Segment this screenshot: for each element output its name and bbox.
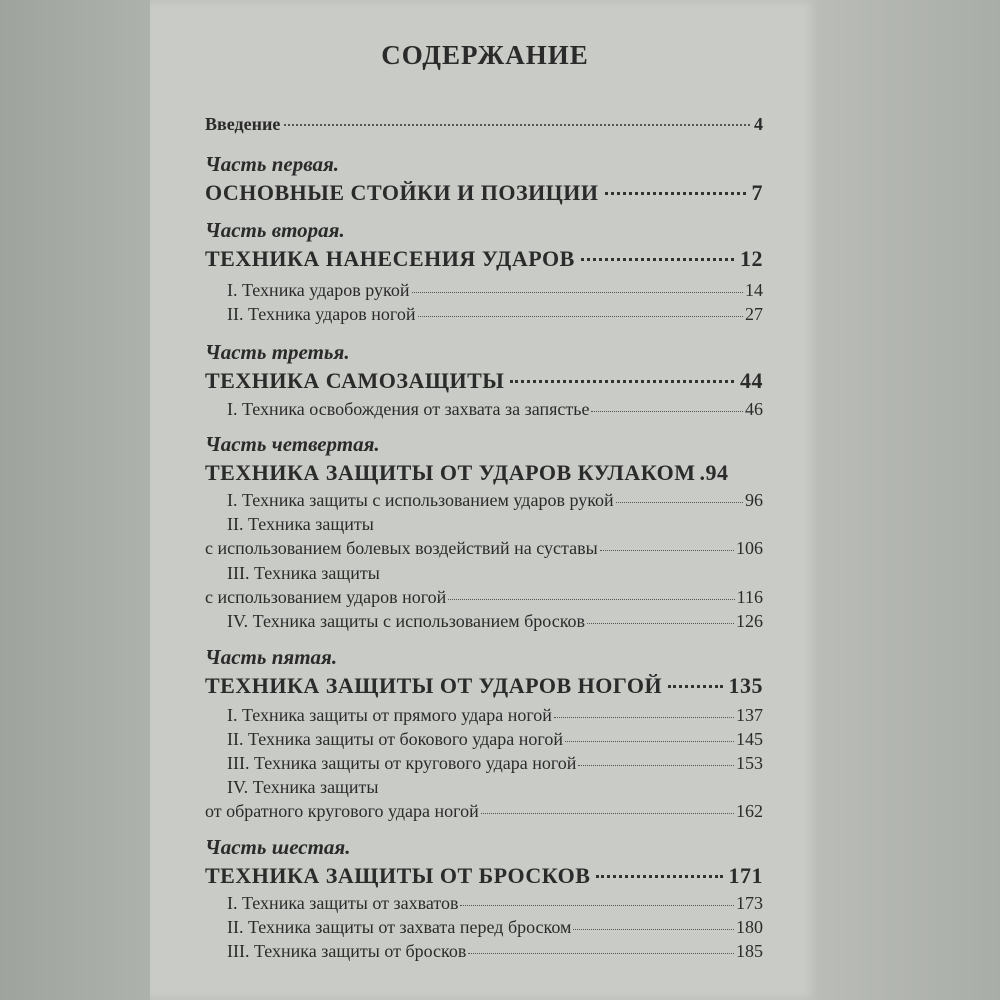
page-title: СОДЕРЖАНИЕ: [381, 40, 589, 70]
item-title: с использованием ударов ногой: [205, 587, 447, 607]
toc-section: [205, 673, 763, 699]
toc-section: [205, 460, 763, 486]
toc-item: [227, 753, 763, 774]
toc-page-number: 27: [745, 304, 763, 324]
dot-leader: [581, 258, 734, 261]
toc-item: [227, 611, 763, 632]
toc-page-number: 44: [740, 368, 763, 393]
toc-page-number: 173: [736, 893, 763, 913]
section-title: ТЕХНИКА ЗАЩИТЫ ОТ БРОСКОВ: [205, 863, 591, 888]
item-title: I. Техника ударов рукой: [227, 280, 410, 300]
toc-page-number: 135: [728, 673, 763, 698]
part-label: Часть третья.: [205, 340, 350, 364]
toc-page-number: 171: [728, 863, 763, 888]
toc-page-number: 145: [736, 729, 763, 749]
toc-page-number: 106: [736, 538, 763, 558]
item-title: I. Техника защиты от захватов: [227, 893, 459, 913]
toc-item: [227, 280, 763, 301]
toc-item: [227, 705, 763, 726]
dot-leader: [284, 124, 750, 126]
item-title: III. Техника защиты от кругового удара ногой: [227, 753, 577, 773]
dot-leader: [616, 502, 743, 503]
book-left-edge: [0, 0, 150, 1000]
item-title: II. Техника защиты от бокового удара ногой: [227, 729, 563, 749]
item-title: с использованием болевых воздействий на суставы: [205, 538, 598, 558]
part-label: Часть четвертая.: [205, 432, 380, 456]
toc-item: [227, 490, 763, 511]
toc-page-number: 7: [751, 180, 763, 205]
dot-leader: [554, 717, 734, 718]
toc-item: [227, 304, 763, 325]
dot-leader: [448, 599, 734, 600]
dot-leader: [418, 316, 744, 317]
book-right-edge: [818, 0, 1000, 1000]
section-title: ТЕХНИКА ЗАЩИТЫ ОТ УДАРОВ КУЛАКОМ: [205, 460, 696, 485]
section-title: ОСНОВНЫЕ СТОЙКИ И ПОЗИЦИИ: [205, 180, 599, 205]
item-title: II. Техника ударов ногой: [227, 304, 416, 324]
dot-leader: [587, 623, 734, 624]
toc-item: [205, 801, 763, 822]
dot-leader: [596, 875, 722, 878]
dot-leader: [460, 905, 734, 906]
toc-page-number: 185: [736, 941, 763, 961]
item-title: I. Техника освобождения от захвата за запястье: [227, 399, 590, 419]
toc-item: [227, 893, 763, 914]
part-label: Часть пятая.: [205, 645, 338, 669]
dot-leader: [565, 741, 734, 742]
toc-item: [227, 399, 763, 420]
toc-item: [205, 538, 763, 559]
toc-page-number: 14: [745, 280, 763, 300]
dot-leader: [605, 192, 746, 195]
dot-leader: [600, 550, 734, 551]
section-title: ТЕХНИКА НАНЕСЕНИЯ УДАРОВ: [205, 246, 575, 271]
toc-section: [205, 368, 763, 394]
item-title: IV. Техника защиты с использованием бросков: [227, 611, 586, 631]
toc-item-first-line: III. Техника защиты: [227, 563, 380, 583]
dot-leader: [412, 292, 743, 293]
dot-leader: [573, 929, 734, 930]
toc-item: [227, 729, 763, 750]
toc-item: [227, 941, 763, 962]
toc-page-number: 12: [740, 246, 763, 271]
toc-page-number: 180: [736, 917, 763, 937]
item-title: II. Техника защиты от захвата перед броском: [227, 917, 572, 937]
toc-page-number: 126: [736, 611, 763, 631]
toc-page-number: .94: [699, 460, 729, 485]
toc-page-number: 116: [736, 587, 763, 607]
section-title: ТЕХНИКА ЗАЩИТЫ ОТ УДАРОВ НОГОЙ: [205, 673, 663, 698]
toc-page-number: 96: [745, 490, 763, 510]
dot-leader: [481, 813, 734, 814]
toc-page-number: 4: [754, 114, 763, 134]
toc-page-number: 46: [745, 399, 763, 419]
toc-page-number: 137: [736, 705, 763, 725]
toc-intro: [205, 114, 763, 135]
toc-page-number: 162: [736, 801, 763, 821]
section-title: ТЕХНИКА САМОЗАЩИТЫ: [205, 368, 505, 393]
toc-section: [205, 180, 763, 206]
item-title: III. Техника защиты от бросков: [227, 941, 467, 961]
dot-leader: [668, 685, 722, 688]
item-title: I. Техника защиты с использованием ударов рукой: [227, 490, 614, 510]
item-title: I. Техника защиты от прямого удара ногой: [227, 705, 552, 725]
toc-intro-label: Введение: [205, 114, 281, 134]
part-label: Часть вторая.: [205, 218, 345, 242]
dot-leader: [468, 953, 734, 954]
toc-page-number: 153: [736, 753, 763, 773]
dot-leader: [578, 765, 734, 766]
dot-leader: [510, 380, 734, 383]
toc-item: [205, 587, 763, 608]
toc-section: [205, 863, 763, 889]
toc-item: [227, 917, 763, 938]
item-title: от обратного кругового удара ногой: [205, 801, 479, 821]
part-label: Часть первая.: [205, 152, 340, 176]
toc-item-first-line: II. Техника защиты: [227, 514, 374, 534]
part-label: Часть шестая.: [205, 835, 351, 859]
toc-item-first-line: IV. Техника защиты: [227, 777, 379, 797]
dot-leader: [591, 411, 743, 412]
toc-section: [205, 246, 763, 272]
